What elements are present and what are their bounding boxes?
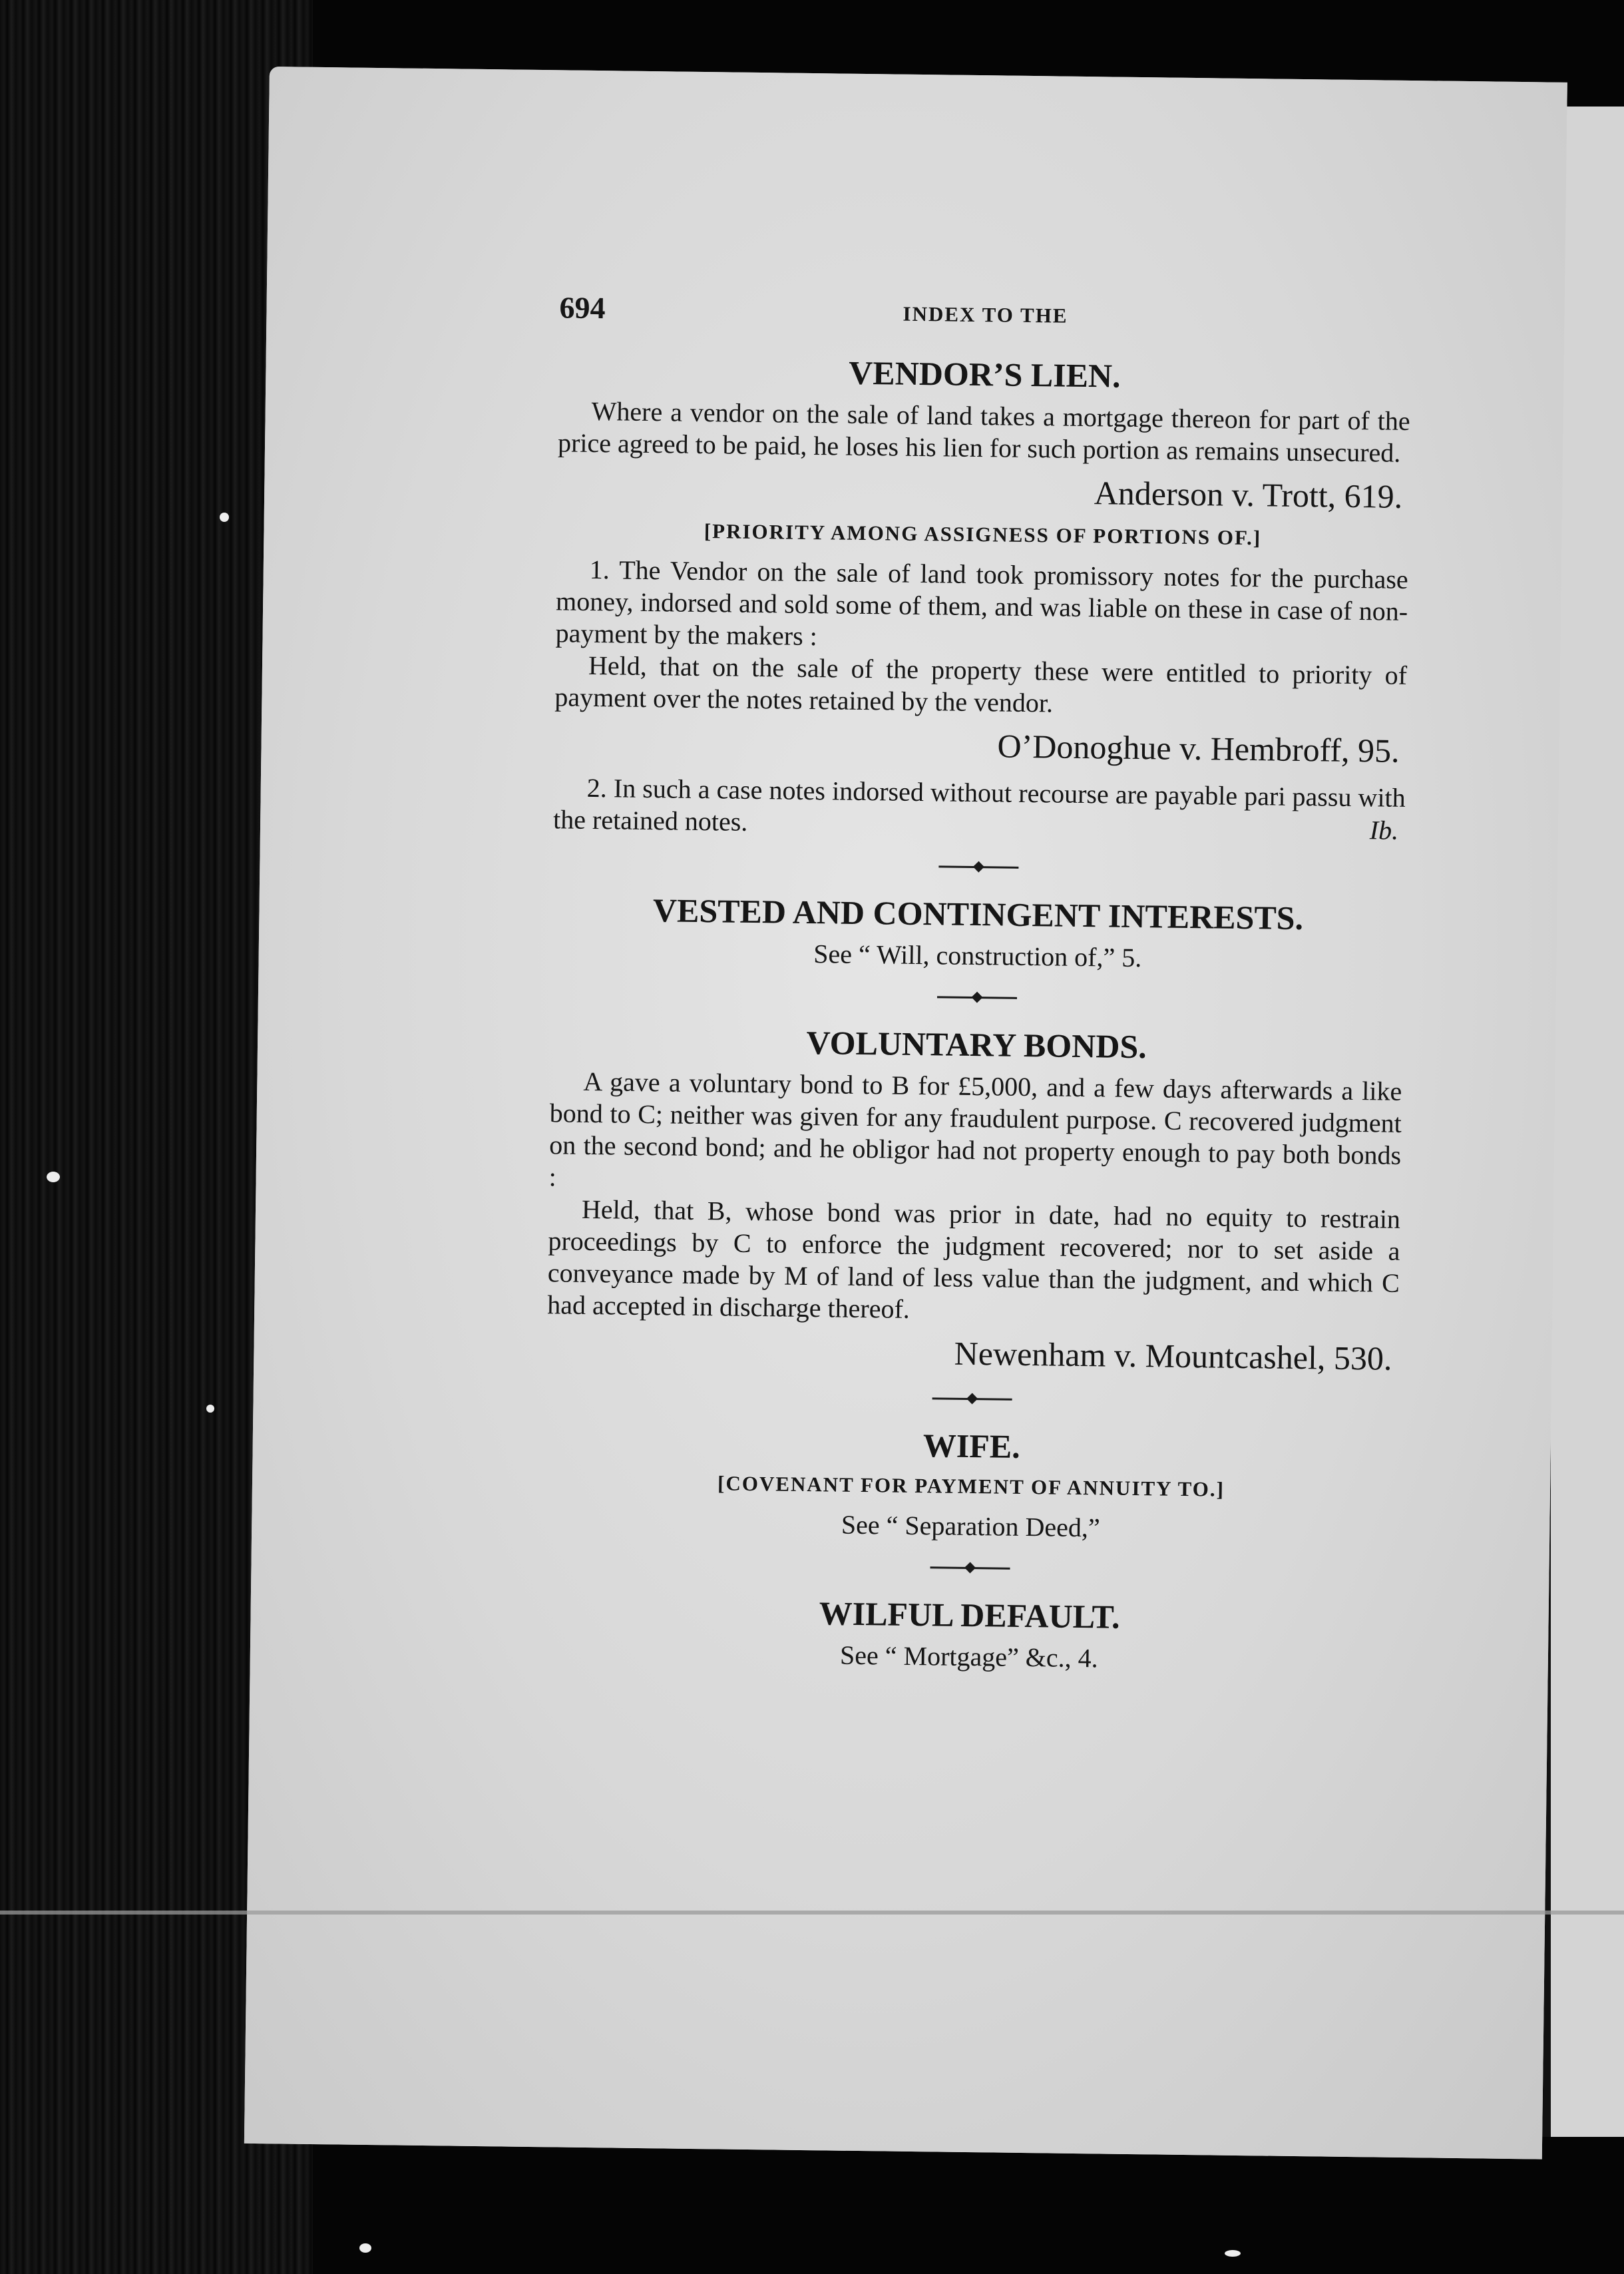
scan-speck — [47, 1172, 60, 1182]
paragraph-vendor-notes: 1. The Vendor on the sale of land took promissory notes for the purchase money, indorsed and sold some of them, and was liable on these in case of non-payment by the makers : — [555, 554, 1408, 652]
scan-speck — [1225, 2250, 1241, 2257]
case-citation-odonoghue: O’Donoghue v. Hembroff, 95. — [997, 727, 1400, 770]
paragraph-voluntary-bond-facts: A gave a voluntary bond to B for £5,000, and a few days afterwards a like bond to C; neither was given for any fraudulent purpose. C recovered judgment on the second bond; and he obligor had not property enough to pay both bonds : — [548, 1066, 1402, 1192]
paragraph-held-equity: Held, that B, whose bond was prior in date, had no equity to restrain proceedings by C to enforce the judgment recovered; nor to set aside a conveyance made by M of land of less value than the judgment, and which C had accepted in discharge thereof. — [547, 1194, 1401, 1324]
scan-speck — [206, 1405, 214, 1413]
heading-voluntary-bonds: VOLUNTARY BONDS. — [806, 1023, 1147, 1066]
ibid-reference: Ib. — [1369, 815, 1399, 845]
running-head — [559, 290, 1412, 353]
subheading-priority: [PRIORITY AMONG ASSIGNESS OF PORTIONS OF.] — [704, 519, 1262, 550]
paragraph-held-priority: Held, that on the sale of the property these were entitled to priority of payment over the notes retained by the vendor. — [554, 650, 1408, 718]
section-separator — [937, 996, 1017, 999]
scan-speck — [359, 2243, 371, 2253]
book-page — [244, 67, 1567, 2160]
paragraph-vendors-lien-rule: Where a vendor on the sale of land takes a mortgage thereon for part of the price agreed to be paid, he loses his lien for such portion as remains unsecured. — [557, 395, 1410, 468]
paragraph-pari-passu: 2. In such a case notes indorsed without recourse are payable pari passu with the retained notes. — [552, 772, 1406, 837]
subheading-covenant: [COVENANT FOR PAYMENT OF ANNUITY TO.] — [717, 1471, 1225, 1501]
see-reference-will: See “ Will, construction of,” 5. — [813, 939, 1142, 973]
page-content — [543, 290, 1412, 1682]
heading-vested-interests: VESTED AND CONTINGENT INTERESTS. — [652, 891, 1304, 937]
page-number: 694 — [559, 290, 606, 326]
see-reference-mortgage: See “ Mortgage” &c., 4. — [839, 1640, 1098, 1674]
section-separator — [938, 865, 1018, 868]
see-reference-separation-deed: See “ Separation Deed,” — [841, 1509, 1100, 1543]
scan-speck — [220, 513, 229, 522]
heading-vendors-lien: VENDOR’S LIEN. — [848, 353, 1121, 395]
paragraph-pari-passu-block — [553, 772, 1406, 846]
scan-artifact-line — [0, 1911, 1624, 1915]
case-citation-anderson: Anderson v. Trott, 619. — [1094, 474, 1403, 515]
running-title: INDEX TO THE — [903, 302, 1068, 328]
heading-wilful-default: WILFUL DEFAULT. — [819, 1594, 1120, 1636]
section-separator — [932, 1397, 1012, 1400]
case-citation-newenham: Newenham v. Mountcashel, 530. — [954, 1334, 1392, 1377]
heading-wife: WIFE. — [922, 1427, 1021, 1465]
section-separator — [930, 1566, 1010, 1569]
